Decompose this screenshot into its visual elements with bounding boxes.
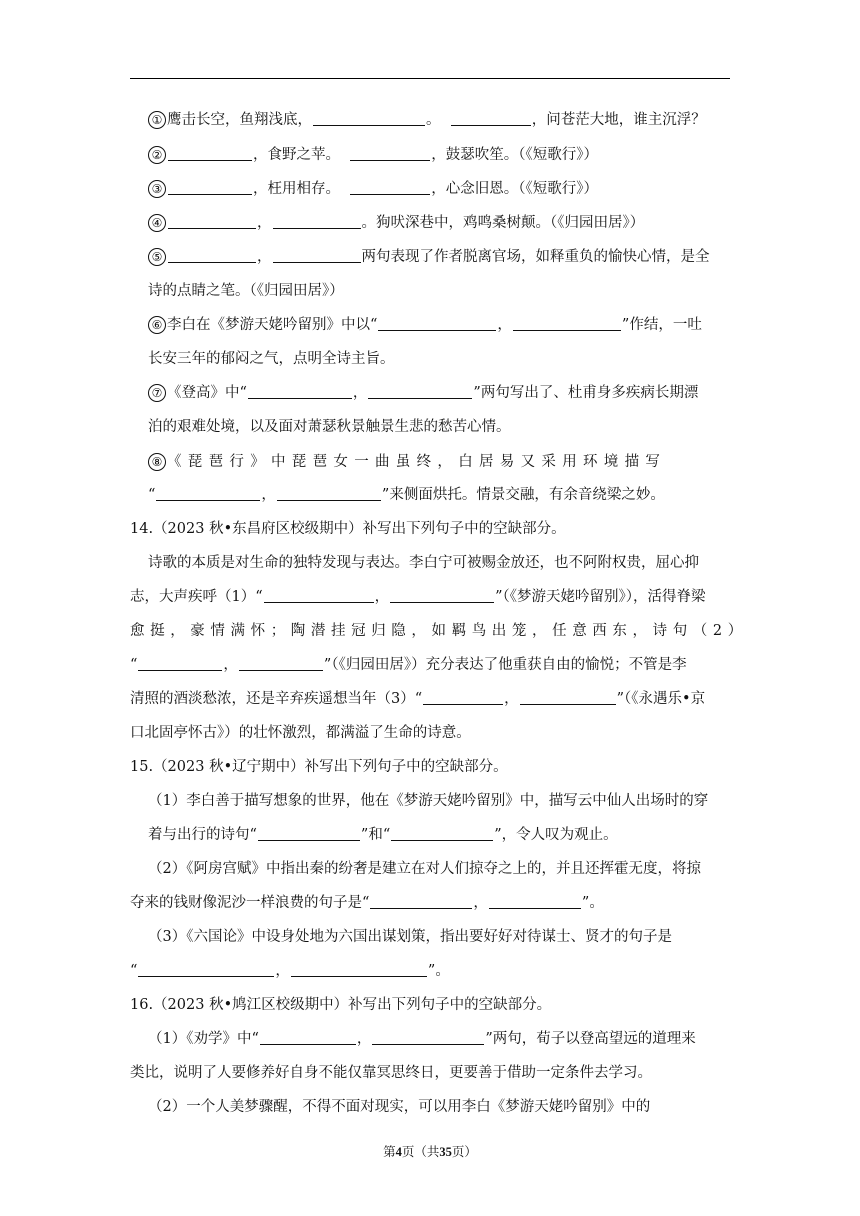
page-number: 4 <box>395 1145 402 1159</box>
blank <box>168 214 256 229</box>
blank <box>291 962 427 977</box>
item-number: ④ <box>148 214 166 232</box>
item-number: ② <box>148 146 166 164</box>
item-1: ① 鹰击长空，鱼翔浅底， 。 ，问苍茫大地，谁主沉浮？ <box>148 110 730 130</box>
blank <box>370 894 472 909</box>
blank <box>451 111 531 126</box>
q16-item-1: （1）《劝学》中“ ， ”两句，荀子以登高望远的道理来 <box>148 1031 696 1047</box>
blank <box>350 180 430 195</box>
blank <box>273 214 361 229</box>
q15-item-1: （1）李白善于描写想象的世界，他在《梦游天姥吟留别》中，描写云中仙人出场时的穿 <box>148 793 709 809</box>
blank <box>391 826 493 841</box>
item-number: ⑥ <box>148 316 166 334</box>
blank <box>368 384 472 399</box>
item-6: ⑥ 李白在《梦游天姥吟留别》中以“ ， ”作结，一吐 <box>148 315 730 335</box>
q15-item-2-cont: 夺来的钱财像泥沙一样浪费的句子是“ ， ”。 <box>130 895 604 911</box>
item-7-cont: 泊的艰难处境，以及面对萧瑟秋景触景生悲的愁苦心情。 <box>148 419 511 435</box>
item-6-cont: 长安三年的郁闷之气，点明全诗主旨。 <box>148 351 395 367</box>
q14-line: 清照的酒淡愁浓，还是辛弃疾遥想当年（3）“ ， ”（《永遇乐•京 <box>130 691 706 707</box>
q15-item-3-cont: “ ， ”。 <box>130 963 450 979</box>
question-16-title: 16.（2023 秋•鸠江区校级期中）补写出下列句子中的空缺部分。 <box>130 997 552 1013</box>
blank <box>264 588 374 603</box>
q16-item-1-cont: 类比，说明了人要修养好自身不能仅靠冥思终日，更要善于借助一定条件去学习。 <box>130 1065 652 1081</box>
blank <box>260 1030 356 1045</box>
item-number: ③ <box>148 180 166 198</box>
item-5: ⑤ ， 两句表现了作者脱离官场，如释重负的愉快心情，是全 <box>148 247 730 267</box>
q16-item-2: （2）一个人美梦骤醒，不得不面对现实，可以用李白《梦游天姥吟留别》中的 <box>148 1099 651 1115</box>
item-4: ④ ， 。狗吠深巷中，鸡鸣桑树颠。（《归园田居》） <box>148 213 730 233</box>
blank <box>168 146 252 161</box>
q15-item-2: （2）《阿房宫赋》中指出秦的纷奢是建立在对人们掠夺之上的，并且还挥霍无度，将掠 <box>148 861 701 877</box>
total-pages: 35 <box>439 1145 452 1159</box>
blank <box>156 486 260 501</box>
item-8-cont: “ ， ”来侧面烘托。情景交融，有余音绕梁之妙。 <box>148 487 665 503</box>
blank <box>378 316 496 331</box>
blank <box>520 690 616 705</box>
item-7: ⑦ 《登高》中“ ， ”两句写出了、杜甫身多疾病长期漂 <box>148 383 730 403</box>
blank <box>168 248 256 263</box>
page-footer: 第4页（共35页） <box>383 1144 477 1159</box>
item-number: ⑧ <box>148 453 166 471</box>
q15-item-1-cont: 着与出行的诗句“ ”和“ ”，令人叹为观止。 <box>148 827 618 843</box>
q15-item-3: （3）《六国论》中设身处地为六国出谋划策，指出要好好对待谋士、贤才的句子是 <box>148 929 672 945</box>
item-2: ② ，食野之苹。 ，鼓瑟吹笙。（《短歌行》） <box>148 145 730 165</box>
blank <box>390 588 494 603</box>
q14-line: 口北固亭怀古》）的壮怀激烈，都满溢了生命的诗意。 <box>130 725 471 741</box>
blank <box>273 248 361 263</box>
header-rule <box>130 78 730 79</box>
q14-line: 志，大声疾呼（1）“ ， ”（《梦游天姥吟留别》），活得脊梁 <box>130 589 706 605</box>
blank <box>138 656 222 671</box>
item-5-cont: 诗的点睛之笔。（《归园田居》） <box>148 283 344 299</box>
blank <box>513 316 621 331</box>
blank <box>350 146 430 161</box>
q14-line: 愈挺，豪情满怀；陶潜挂冠归隐，如羁鸟出笼，任意西东，诗句（2） <box>130 623 748 639</box>
item-3: ③ ，枉用相存。 ，心念旧恩。（《短歌行》） <box>148 179 730 199</box>
q14-line: “ ， ”（《归园田居》）充分表达了他重获自由的愉悦；不管是李 <box>130 657 687 673</box>
blank <box>489 894 581 909</box>
q14-line: 诗歌的本质是对生命的独特发现与表达。李白宁可被赐金放还，也不阿附权贵，屈心抑 <box>148 555 699 571</box>
blank <box>277 486 381 501</box>
blank <box>168 180 252 195</box>
blank <box>372 1030 484 1045</box>
item-number: ⑦ <box>148 384 166 402</box>
blank <box>423 690 503 705</box>
blank <box>239 656 323 671</box>
blank <box>248 384 352 399</box>
blank <box>138 962 274 977</box>
question-14-title: 14.（2023 秋•东昌府区校级期中）补写出下列句子中的空缺部分。 <box>130 521 566 537</box>
item-number: ⑤ <box>148 248 166 266</box>
item-number: ① <box>148 111 166 129</box>
blank <box>258 826 360 841</box>
item-8: ⑧ 《琵琶行》中琵琶女一曲虽终，白居易又采用环境描写 <box>148 452 730 472</box>
question-15-title: 15.（2023 秋•辽宁期中）补写出下列句子中的空缺部分。 <box>130 759 508 775</box>
blank <box>313 111 425 126</box>
